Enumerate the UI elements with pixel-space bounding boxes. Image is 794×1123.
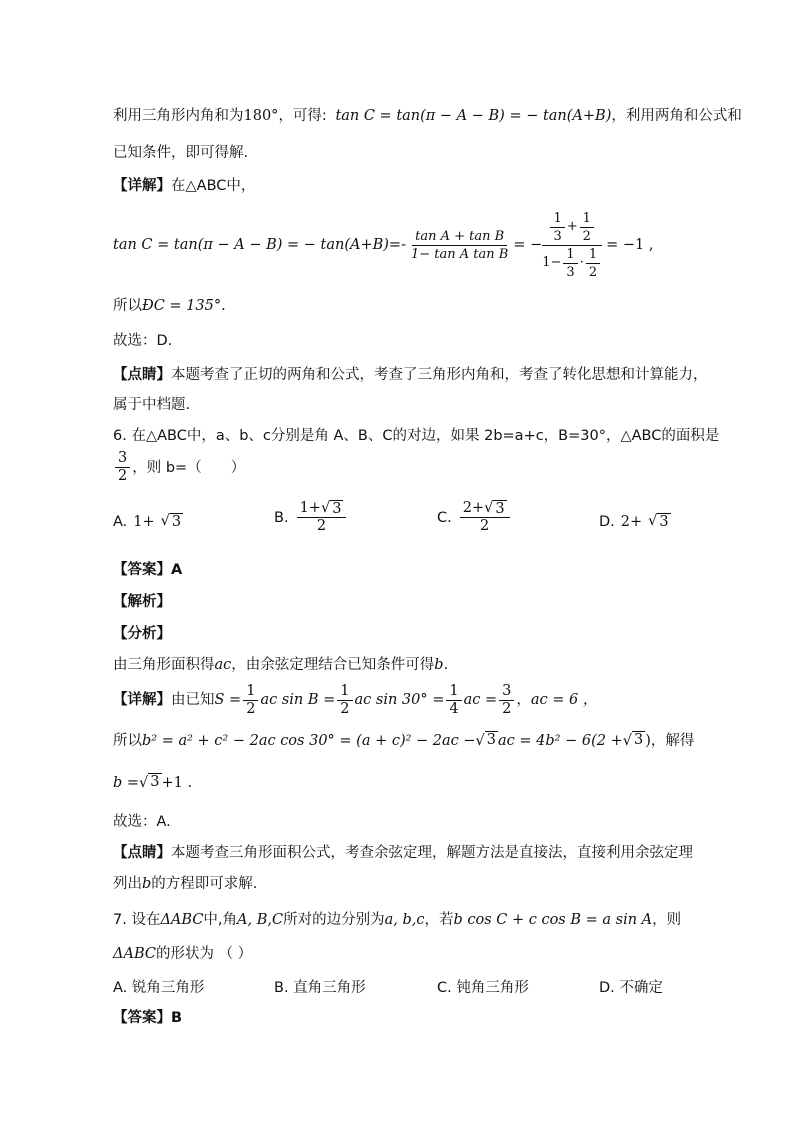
math-ac-value: ac = 6 ， <box>530 692 598 708</box>
fraction <box>460 500 510 535</box>
radicand: 3 <box>495 501 505 517</box>
text: 列出 <box>113 876 142 892</box>
comment-text: 本题考查三角形面积公式，考查余弦定理，解题方法是直接法，直接利用余弦定理 <box>171 845 693 861</box>
text: 由已知 <box>171 692 215 708</box>
nested-denominator <box>542 246 602 281</box>
detail-label: 【详解】 <box>113 178 171 194</box>
option-7b: B. 直角三角形 <box>274 980 366 996</box>
fraction <box>446 683 461 718</box>
text: ，由余弦定理结合已知条件可得 <box>231 657 435 673</box>
fraction-numerator <box>297 500 347 518</box>
detail-label: 【详解】 <box>113 692 171 708</box>
option-b <box>274 500 348 535</box>
fraction-numerator: 3 <box>115 450 130 468</box>
question-7 <box>113 910 681 930</box>
cosine-law-equation: b² = a² + c² − 2ac cos 30° = (a + c)² − 2ac − <box>142 733 476 749</box>
comment-1 <box>113 365 708 385</box>
comment-label: 【点睛】 <box>113 367 171 383</box>
fraction-numerator: tan A + tan B <box>412 228 507 246</box>
text: ，可得: <box>278 108 327 124</box>
comment-label: 【点睛】 <box>113 845 171 861</box>
den: 4 <box>449 700 459 717</box>
num: 1 <box>446 683 461 701</box>
fraction-numerator <box>460 500 510 518</box>
text: 利用三角形内角和为 <box>113 108 244 124</box>
option-label: A. <box>113 513 128 530</box>
text: 中,角 <box>203 912 238 928</box>
sqrt: √ 3 <box>475 732 497 749</box>
fraction <box>499 683 514 718</box>
frac-one-third <box>563 246 577 281</box>
one-minus: 1− <box>542 255 562 270</box>
math-text: ac sin 30° = <box>354 692 445 708</box>
text: . <box>443 657 449 673</box>
equation-result: = −1 , <box>606 237 654 253</box>
detail-6 <box>113 680 597 720</box>
choose-6: 故选：A. <box>113 814 171 830</box>
num: 1 <box>550 210 564 228</box>
radicand: 3 <box>332 501 342 517</box>
text: 所以 <box>113 733 142 749</box>
den: 2 <box>588 264 598 280</box>
comment-6-cont <box>113 874 257 894</box>
fraction-three-halves <box>115 450 130 485</box>
tan-equation: tan C = tan(π − A − B) = − tan(A+B) <box>335 108 612 124</box>
fraction-denominator: 2 <box>316 518 327 534</box>
text: ，解得 <box>650 733 695 749</box>
comment-text: 本题考查了正切的两角和公式，考查了三角形内角和，考查了转化思想和计算能力， <box>171 367 708 383</box>
den: 2 <box>582 228 591 244</box>
fraction-tan-sum <box>408 228 511 263</box>
fenxi-6: 【分析】 <box>113 626 171 642</box>
result-6 <box>113 773 192 793</box>
text: ，则 <box>652 912 682 928</box>
option-c <box>437 500 512 535</box>
frac-one-half <box>586 246 600 281</box>
close-paren: ) <box>645 733 651 749</box>
math-text: ac = <box>463 692 498 708</box>
sqrt: √ 3 <box>622 732 644 749</box>
den: 2 <box>502 700 512 717</box>
plus-sign: + <box>566 219 578 234</box>
text: 2+ <box>620 513 643 530</box>
nested-fraction <box>542 210 602 281</box>
math-sides: a, b,c <box>384 912 425 928</box>
option-7c: C. 钝角三角形 <box>437 980 529 996</box>
num: 1 <box>563 246 577 264</box>
num: 1 <box>243 683 258 701</box>
option-7d: D. 不确定 <box>599 980 663 996</box>
radicand: 3 <box>659 514 669 530</box>
num: 3 <box>499 683 514 701</box>
math-text: ac sin B = <box>260 692 336 708</box>
text: 的形状为 （ ） <box>155 946 253 962</box>
sqrt: √ 3 <box>648 513 669 530</box>
fraction-denominator: 2 <box>118 468 128 484</box>
math-triangle: ΔABC <box>113 946 156 962</box>
radicand: 3 <box>633 732 644 748</box>
text: 的方程即可求解. <box>151 876 258 892</box>
sqrt: √ 3 <box>139 774 160 791</box>
comment-1-cont: 属于中档题. <box>113 397 191 413</box>
text: ，利用两角和公式和 <box>611 108 742 124</box>
num: 1 <box>580 210 594 228</box>
option-a <box>113 513 183 530</box>
fraction <box>297 500 347 535</box>
fraction-denominator: 2 <box>480 518 490 534</box>
den: 3 <box>566 264 575 280</box>
math-s: S = <box>214 692 242 708</box>
sqrt: √ 3 <box>160 513 182 530</box>
option-label: C. <box>437 509 452 526</box>
detail-heading <box>113 176 255 196</box>
fraction <box>243 683 258 718</box>
answer-7: 【答案】B <box>113 1010 183 1026</box>
math-text: +1 . <box>161 775 193 791</box>
equals-minus: = − <box>513 237 543 253</box>
math-b: b = <box>113 775 140 791</box>
math-b: b <box>142 876 152 892</box>
so-statement-1 <box>113 296 226 316</box>
comment-6 <box>113 843 693 863</box>
option-label: B. <box>274 509 289 526</box>
cosine-law-equation-2: ac = 4b² − 6(2 + <box>498 733 623 749</box>
den: 2 <box>340 700 350 717</box>
text: 7. 设在 <box>113 912 161 928</box>
nested-numerator <box>548 210 595 245</box>
option-label: D. <box>599 513 615 530</box>
text: 所以 <box>113 298 142 314</box>
fraction-denominator: 1− tan A tan B <box>410 246 509 262</box>
angle-c-value: ÐC = 135°. <box>142 298 226 314</box>
detail-text: 在△ABC中， <box>171 178 256 194</box>
text: ，若 <box>424 912 454 928</box>
paragraph-intro-2: 已知条件，即可得解. <box>113 145 249 161</box>
text: ， <box>516 692 531 708</box>
text: 1+ <box>133 513 155 530</box>
radicand: 3 <box>486 732 497 748</box>
math-condition: b cos C + c cos B = a sin A <box>453 912 653 928</box>
text: ，则 b=（ ） <box>132 459 246 476</box>
radicand: 3 <box>171 514 182 530</box>
text: 1+ <box>299 500 321 516</box>
dot-sign: · <box>579 255 584 270</box>
text: 由三角形面积得 <box>113 657 215 673</box>
text: 2+ <box>462 500 485 516</box>
option-d <box>599 513 671 530</box>
analysis-line-6 <box>113 655 448 675</box>
answer-6: 【答案】A <box>113 562 183 578</box>
math-ac: ac <box>214 657 232 673</box>
option-7a: A. 锐角三角形 <box>113 980 205 996</box>
paragraph-intro <box>113 106 742 126</box>
sqrt: √ 3 <box>320 500 342 517</box>
frac-one-half <box>580 210 594 245</box>
text: 所对的边分别为 <box>283 912 385 928</box>
analysis-6: 【解析】 <box>113 594 171 610</box>
question-6-cont <box>113 450 245 485</box>
math-angles: A, B,C <box>237 912 284 928</box>
num: 1 <box>586 246 600 264</box>
choose-1: 故选：D. <box>113 333 173 349</box>
equation-lhs: tan C = tan(π − A − B) = − tan(A+B)=- <box>113 237 406 253</box>
math-b: b <box>434 657 444 673</box>
degree-value: 180° <box>243 108 279 124</box>
radicand: 3 <box>150 774 160 790</box>
frac-one-third <box>550 210 564 245</box>
fraction <box>337 683 352 718</box>
den: 2 <box>246 700 256 717</box>
den: 3 <box>553 228 562 244</box>
sqrt: √ 3 <box>484 500 505 517</box>
question-6: 6. 在△ABC中，a、b、c分别是角 A、B、C的对边，如果 2b=a+c，B=30°，△ABC的面积是 <box>113 428 720 444</box>
num: 1 <box>337 683 352 701</box>
question-7-cont <box>113 944 252 964</box>
equation-tan-c <box>113 210 653 280</box>
so-statement-6 <box>113 731 694 751</box>
math-triangle: ΔABC <box>160 912 204 928</box>
